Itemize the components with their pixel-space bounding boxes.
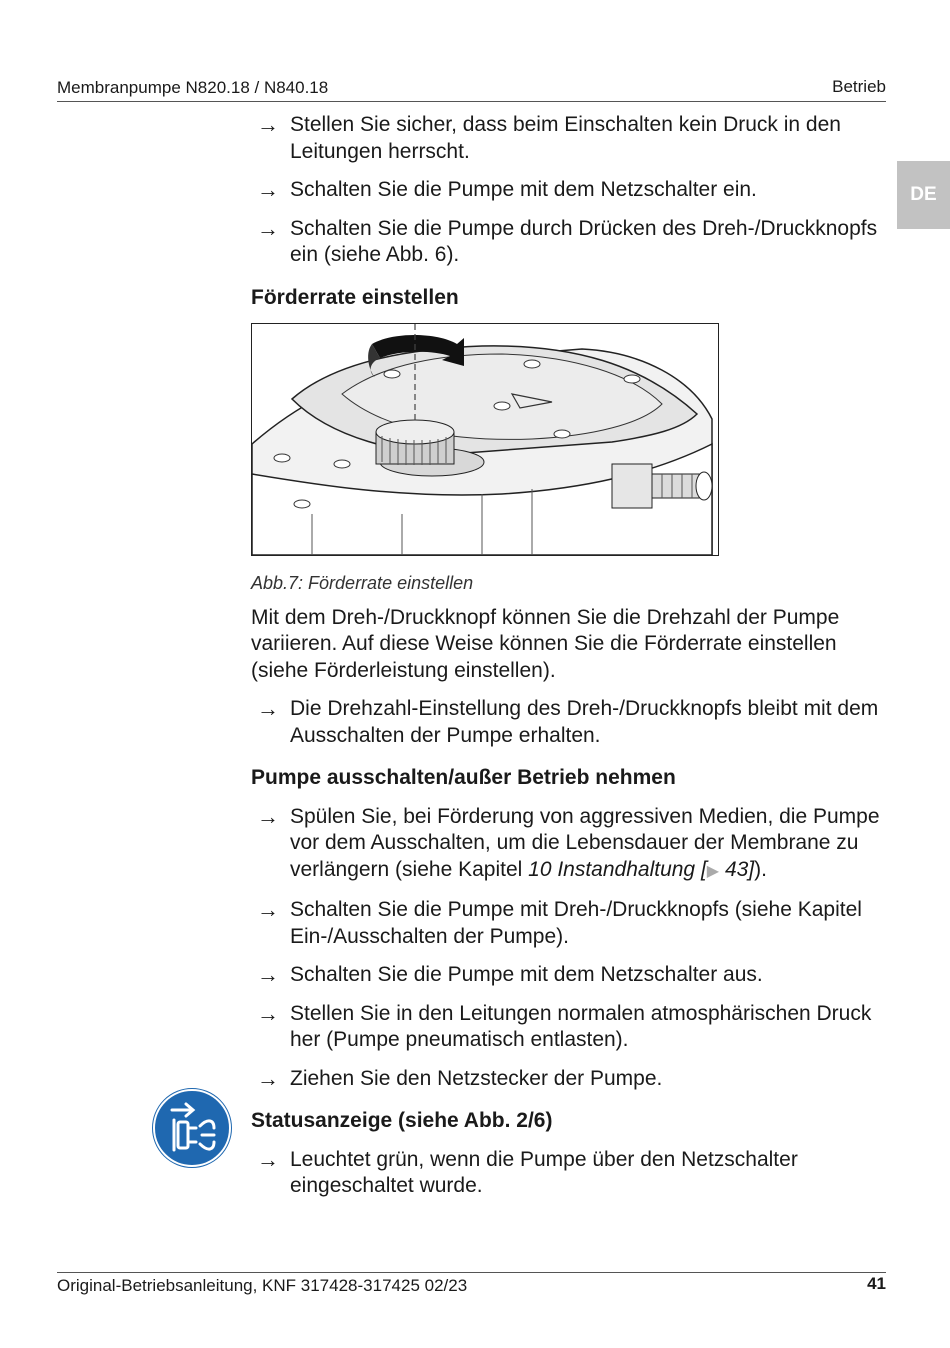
section-heading-shutdown: Pumpe ausschalten/außer Betrieb nehmen [251, 766, 676, 789]
arrow-icon: → [257, 1065, 279, 1091]
step-text: Schalten Sie die Pumpe mit Dreh-/Druckknopfs (siehe Kapitel Ein-/Ausschalten der Pumpe). [290, 898, 862, 948]
step-text-part: Spülen Sie, bei Förderung von aggressiven Medien, die Pumpe vor dem Ausschalten, um die Lebensdauer der Membrane zu verlängern (siehe Kapitel [290, 804, 880, 881]
main-content [251, 112, 881, 1212]
footer-rule [57, 1272, 886, 1273]
step-text: Schalten Sie die Pumpe mit dem Netzschalter ein. [290, 178, 757, 201]
list-item [251, 1147, 881, 1200]
arrow-icon: → [257, 897, 279, 922]
arrow-icon: → [257, 962, 279, 987]
disconnect-plug-icon [152, 1088, 232, 1168]
list-item [251, 962, 881, 989]
page-number: 41 [867, 1274, 886, 1293]
list-item [251, 804, 881, 886]
step-text: Leuchtet grün, wenn die Pumpe über den Netzschalter eingeschaltet wurde. [290, 1147, 798, 1197]
figure-caption: Abb.7: Förderrate einstellen [251, 573, 474, 593]
section-heading-status: Statusanzeige (siehe Abb. 2/6) [251, 1109, 553, 1132]
pump-knob-illustration [252, 324, 718, 555]
step-text: Stellen Sie sicher, dass beim Einschalten kein Druck in den Leitungen herrscht. [290, 113, 841, 163]
arrow-icon: → [257, 215, 279, 241]
list-item [251, 1001, 881, 1054]
arrow-icon: → [257, 696, 279, 721]
step-text: Schalten Sie die Pumpe durch Drücken des Dreh-/Druckknopfs ein (siehe Abb. 6). [290, 216, 878, 266]
header-doc-title: Membranpumpe N820.18 / N840.18 [57, 78, 329, 97]
arrow-icon: → [257, 177, 279, 202]
list-item [251, 1066, 881, 1093]
header-rule [57, 101, 886, 102]
footer-doc-info: Original-Betriebsanleitung, KNF 317428-317425 02/23 [57, 1276, 468, 1295]
language-tab: DE [897, 161, 950, 229]
step-text: Stellen Sie in den Leitungen normalen atmosphärischen Druck her (Pumpe pneumatisch entlasten). [290, 1001, 872, 1051]
arrow-icon: → [257, 1146, 279, 1172]
arrow-icon: → [257, 1000, 279, 1026]
arrow-icon: → [257, 112, 279, 137]
step-text: Schalten Sie die Pumpe mit dem Netzschalter aus. [290, 963, 763, 986]
header-chapter: Betrieb [832, 77, 886, 96]
paragraph-flow-rate: Mit dem Dreh-/Druckknopf können Sie die Drehzahl der Pumpe variieren. Auf diese Weise können Sie die Förderrate einstellen (siehe Förderleistung einstellen). [251, 605, 840, 682]
list-item [251, 216, 881, 269]
page-ref-icon: ▶ [706, 862, 720, 880]
arrow-icon: → [257, 803, 279, 829]
step-text: Spülen Sie, bei Förderung von aggressiven Medien, die Pumpe vor dem Ausschalten, um die Lebensdauer der Membrane zu verlängern (siehe Kapitel 10 Instandhaltung [▶ 43]). [290, 804, 880, 881]
list-item [251, 897, 881, 950]
step-text: Die Drehzahl-Einstellung des Dreh-/Druckknopfs bleibt mit dem Ausschalten der Pumpe erhalten. [290, 697, 879, 747]
section-heading-flow-rate: Förderrate einstellen [251, 285, 459, 309]
chapter-reference-link[interactable]: 10 Instandhaltung [▶ 43] [528, 857, 755, 881]
list-item [251, 696, 881, 749]
list-item [251, 112, 881, 165]
list-item [251, 177, 881, 204]
figure-pump-knob [251, 323, 719, 556]
step-text: Ziehen Sie den Netzstecker der Pumpe. [290, 1066, 663, 1090]
